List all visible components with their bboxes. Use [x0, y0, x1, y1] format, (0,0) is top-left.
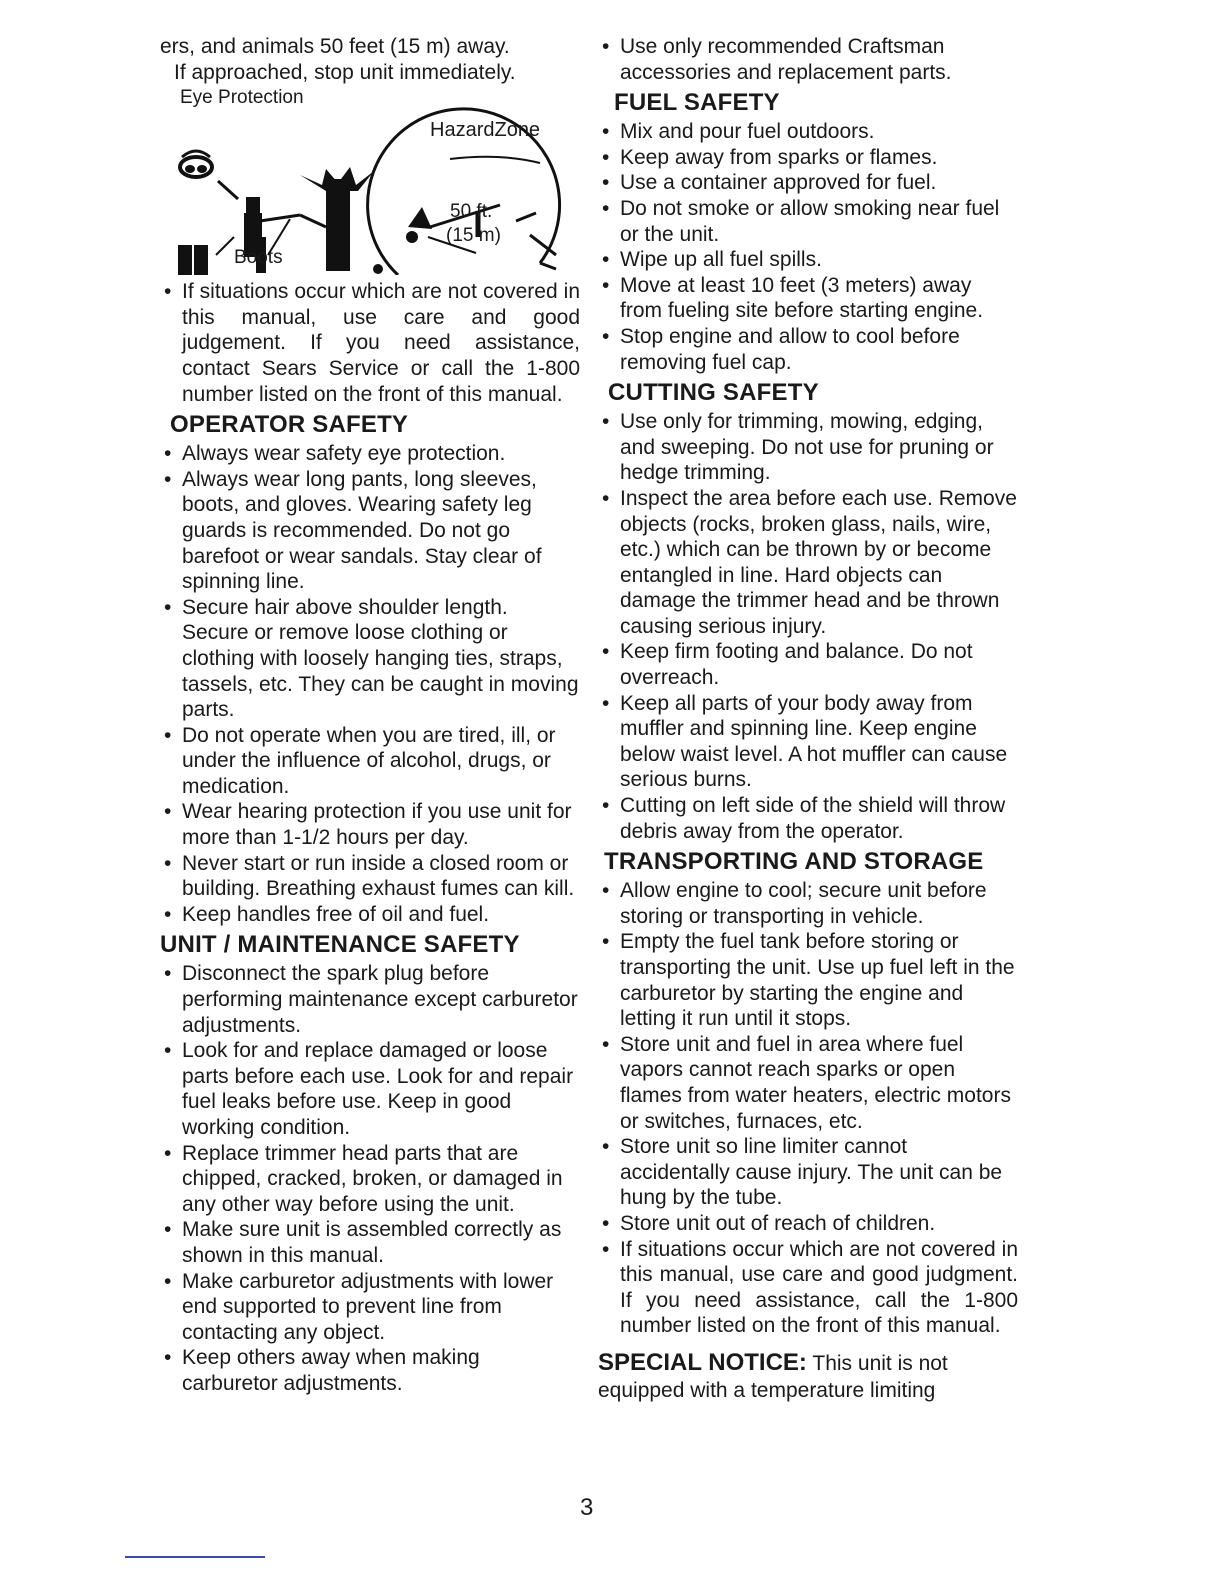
left-column: [160, 34, 580, 1397]
page-number: 3: [580, 1494, 594, 1521]
operator-safety-heading: OPERATOR SAFETY: [170, 411, 409, 439]
list-item: • Move at least 10 feet (3 meters) away from fueling site before starting engine.: [598, 273, 1018, 324]
boots-icon: [178, 245, 208, 275]
list-item: • Use a container approved for fuel.: [598, 170, 1018, 196]
list-item: • Do not smoke or allow smoking near fuel or the unit.: [598, 196, 1018, 247]
goggles-icon: [180, 151, 212, 177]
list-item: • Store unit and fuel in area where fuel vapors cannot reach sparks or open flames from water heaters, electric motors or switches, furnaces, etc.: [598, 1032, 1018, 1134]
list-item: • Make carburetor adjustments with lower end supported to prevent line from contacting any object.: [160, 1269, 580, 1346]
list-item: • Always wear safety eye protection.: [160, 441, 580, 467]
hazard-zone-figure: [160, 87, 580, 275]
intro-line-1: ers, and animals 50 feet (15 m) away.: [160, 35, 510, 58]
list-item: • Replace trimmer head parts that are chipped, cracked, broken, or damaged in any other way before using the unit.: [160, 1141, 580, 1218]
list-item: • Empty the fuel tank before storing or transporting the unit. Use up fuel left in the carburetor by starting the engine and letting it run until it stops.: [598, 929, 1018, 1031]
accessories-list: [598, 34, 1018, 85]
list-item: • Wear hearing protection if you use unit for more than 1-1/2 hours per day.: [160, 799, 580, 850]
list-item: • Look for and replace damaged or loose parts before each use. Look for and repair fuel leaks before use. Keep in good working condition.: [160, 1038, 580, 1140]
list-item: • Make sure unit is assembled correctly as shown in this manual.: [160, 1217, 580, 1268]
list-item: • Cutting on left side of the shield will throw debris away from the operator.: [598, 793, 1018, 844]
arrow-line: [218, 181, 238, 199]
fuel-safety-list: [598, 119, 1018, 375]
list-item: • Disconnect the spark plug before performing maintenance except carburetor adjustments.: [160, 961, 580, 1038]
list-item: • Allow engine to cool; secure unit before storing or transporting in vehicle.: [598, 878, 1018, 929]
list-item: • Always wear long pants, long sleeves, boots, and gloves. Wearing safety leg guards is recommended. Do not go barefoot or wear sandals. Stay clear of spinning line.: [160, 467, 580, 595]
list-item: • Keep away from sparks or flames.: [598, 145, 1018, 171]
list-item: • Never start or run inside a closed room or building. Breathing exhaust fumes can kill.: [160, 851, 580, 902]
maintenance-safety-list: [160, 961, 580, 1396]
operator-safety-list: [160, 441, 580, 927]
situations-note: • If situations occur which are not covered in this manual, use care and good judgement. If you need assistance, contact Sears Service or call the 1-800 number listed on the front of this manual.: [160, 279, 580, 407]
list-item: • Wipe up all fuel spills.: [598, 247, 1018, 273]
list-item: • If situations occur which are not covered in this manual, use care and good judgment. If you need assistance, call the 1-800 number listed on the front of this manual.: [598, 1237, 1018, 1339]
cutting-safety-heading: CUTTING SAFETY: [608, 379, 819, 407]
arrow-line: [300, 215, 326, 227]
situations-list: [160, 279, 580, 407]
intro-line-2: If approached, stop unit immediately.: [174, 60, 516, 84]
distance-ft-label: 50 ft.: [450, 201, 493, 223]
list-item: • Secure hair above shoulder length. Secure or remove loose clothing or clothing with loosely hanging ties, straps, tassels, etc. They can be caught in moving parts.: [160, 595, 580, 723]
cutting-safety-list: [598, 409, 1018, 844]
list-item: • Keep handles free of oil and fuel.: [160, 902, 580, 928]
transport-storage-heading: TRANSPORTING AND STORAGE: [604, 848, 984, 876]
list-item: • Mix and pour fuel outdoors.: [598, 119, 1018, 145]
special-notice-text: This unit is not equipped with a temperature limiting: [598, 1351, 948, 1402]
special-notice: [598, 1349, 1018, 1404]
hazard-zone-illustration: [160, 87, 580, 275]
list-item: • Use only recommended Craftsman accessories and replacement parts.: [598, 34, 1018, 85]
list-item: • Keep firm footing and balance. Do not overreach.: [598, 639, 1018, 690]
list-item: • Do not operate when you are tired, ill, or under the influence of alcohol, drugs, or medication.: [160, 723, 580, 800]
list-item: • Inspect the area before each use. Remove objects (rocks, broken glass, nails, wire, etc.) which can be thrown by or become entangled in line. Hard objects can damage the trimmer head and be thrown causing serious injury.: [598, 486, 1018, 640]
list-item: • Keep others away when making carburetor adjustments.: [160, 1345, 580, 1396]
list-item: • Keep all parts of your body away from muffler and spinning line. Keep engine below waist level. A hot muffler can cause serious burns.: [598, 691, 1018, 793]
special-notice-lead: SPECIAL NOTICE:: [598, 1348, 807, 1376]
boots-label: Boots: [234, 247, 283, 269]
transport-storage-list: [598, 878, 1018, 1339]
list-item: • Store unit so line limiter cannot accidentally cause injury. The unit can be hung by the tube.: [598, 1134, 1018, 1211]
fuel-safety-heading: FUEL SAFETY: [614, 89, 780, 117]
arrow-line: [216, 237, 234, 255]
maintenance-safety-heading: UNIT / MAINTENANCE SAFETY: [160, 931, 520, 959]
list-item: • Use only for trimming, mowing, edging, and sweeping. Do not use for pruning or hedge trimming.: [598, 409, 1018, 486]
list-item: • Stop engine and allow to cool before removing fuel cap.: [598, 324, 1018, 375]
right-column: [598, 34, 1018, 1425]
distance-m-label: (15 m): [446, 225, 501, 247]
bottom-rule: [125, 1556, 265, 1558]
list-item: • Store unit out of reach of children.: [598, 1211, 1018, 1237]
eye-protection-label: Eye Protection: [180, 87, 304, 109]
hazard-zone-label: HazardZone: [430, 119, 541, 142]
